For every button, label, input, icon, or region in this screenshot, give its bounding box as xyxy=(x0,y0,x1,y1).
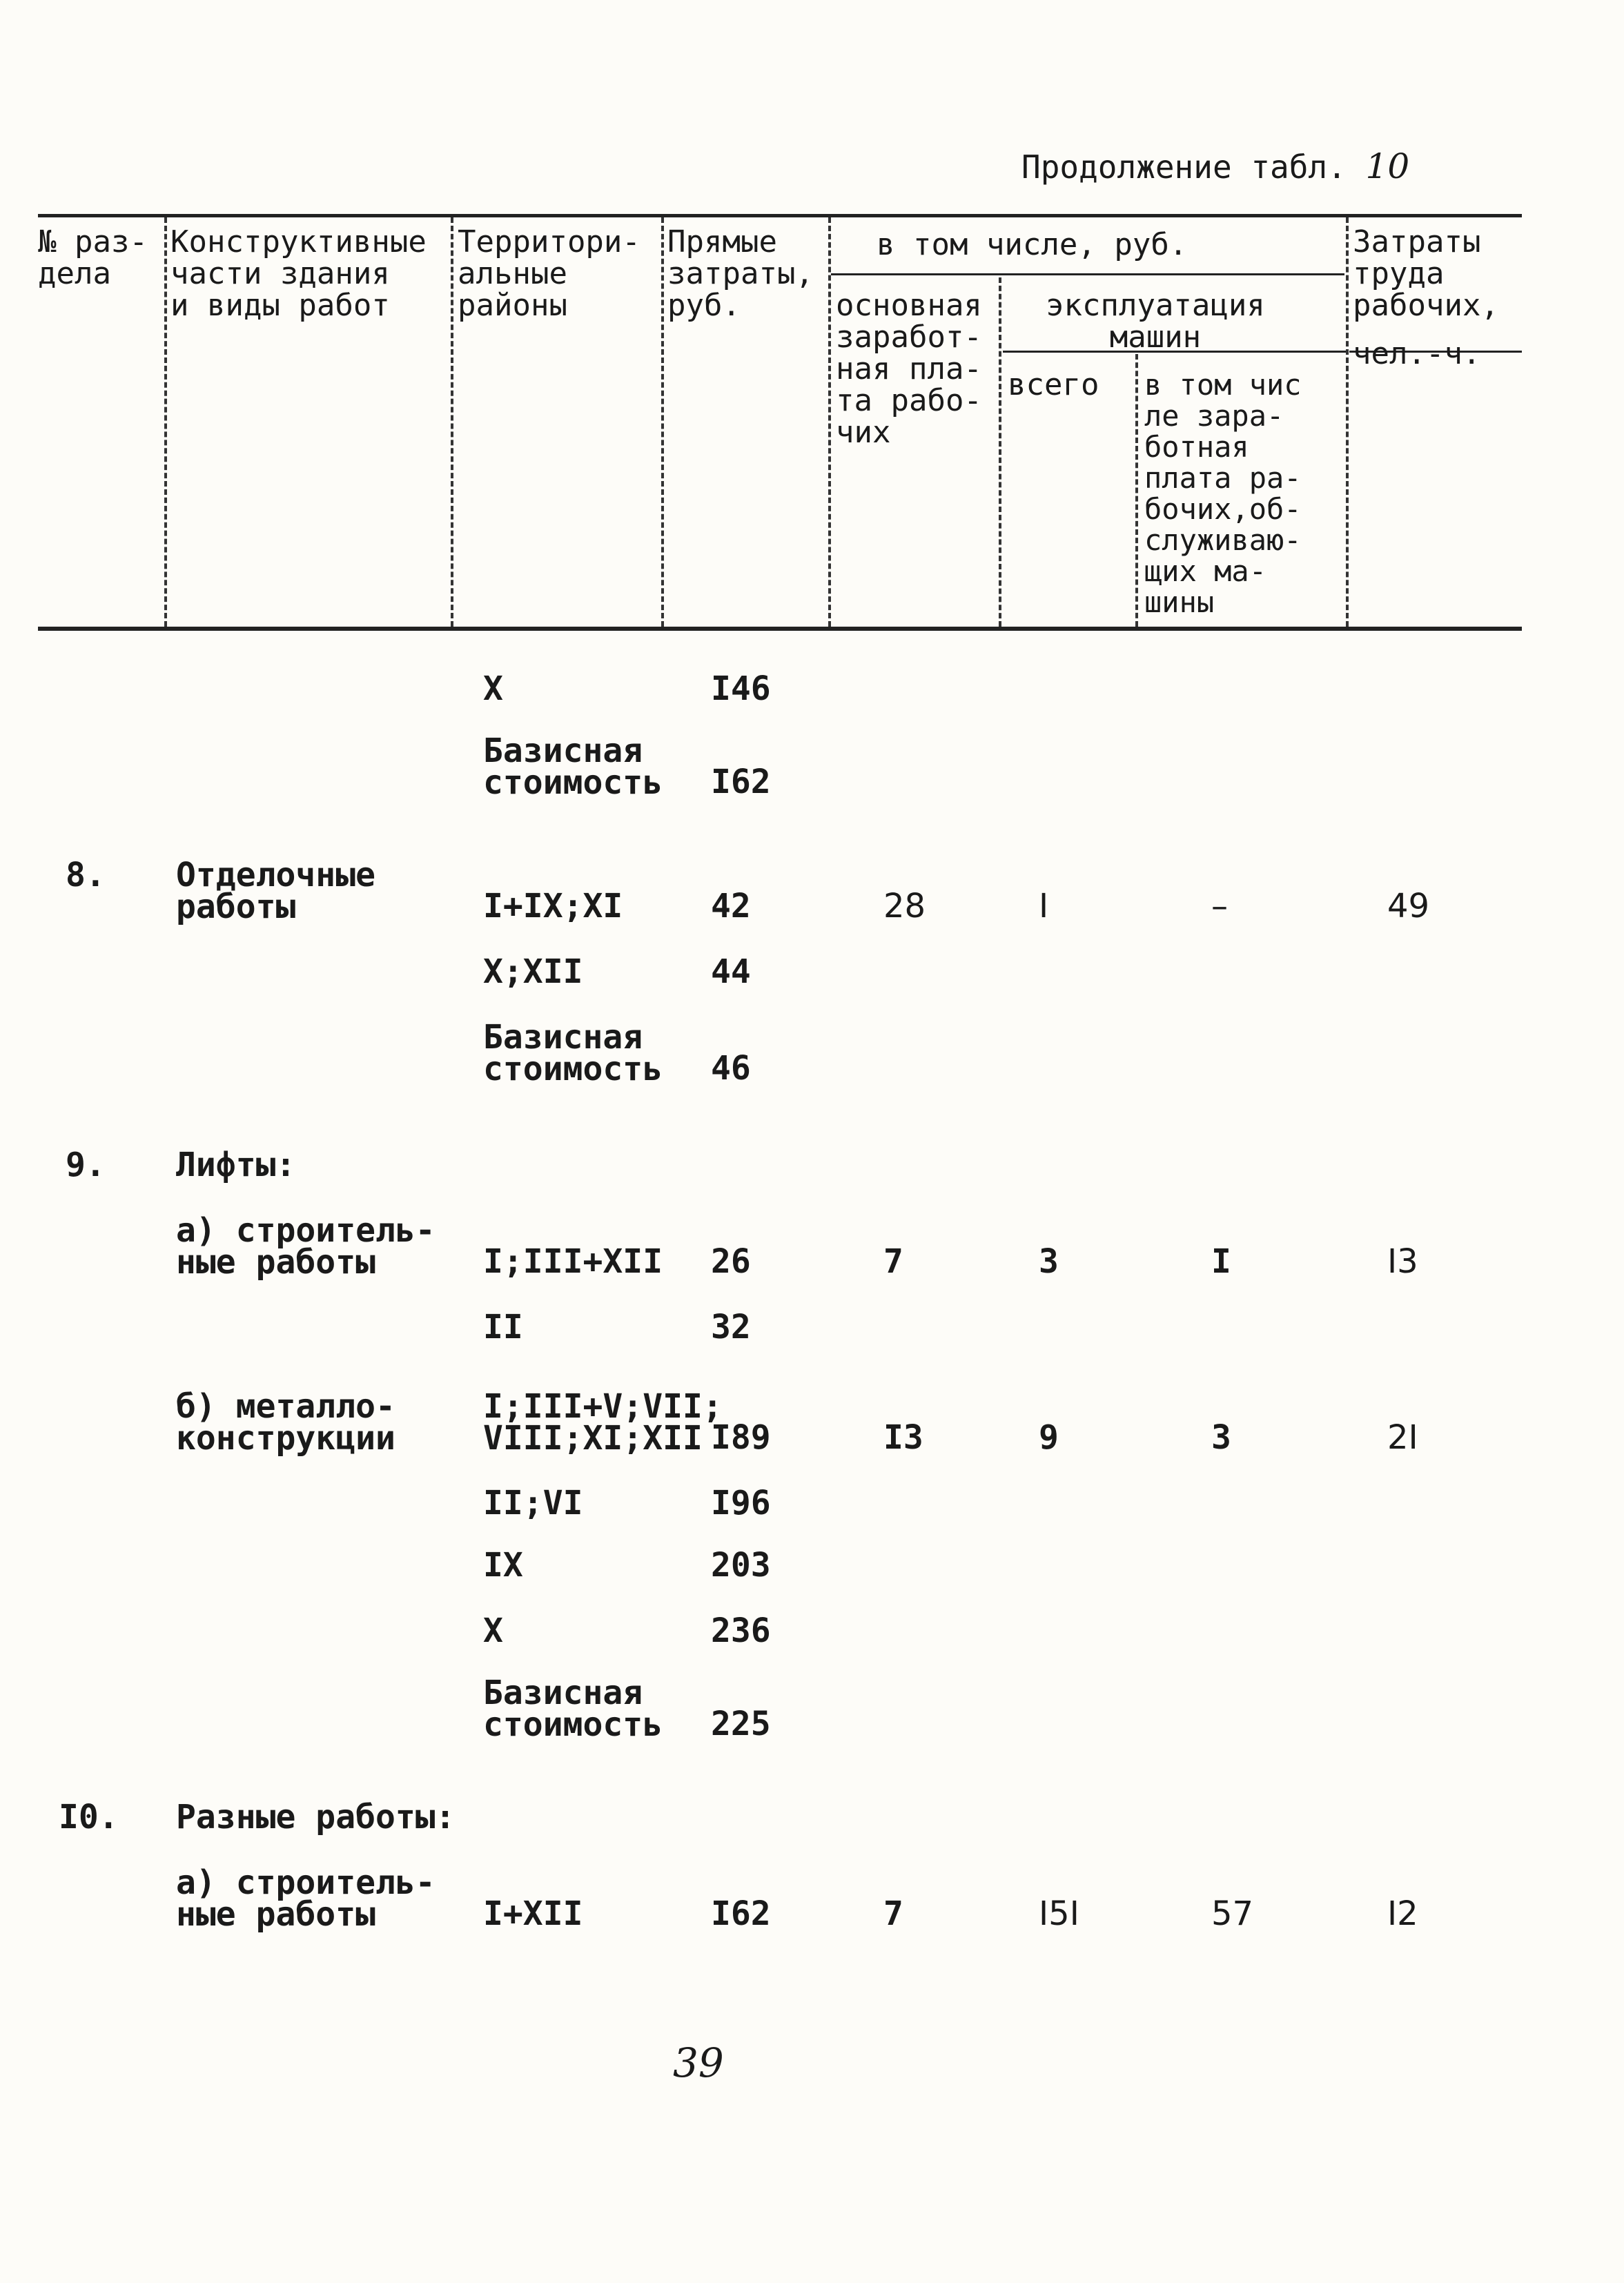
row-direct: 42 xyxy=(711,887,751,925)
header-labor-unit: чел.-ч. xyxy=(1353,336,1481,371)
row-base-wage: 28 xyxy=(883,887,926,925)
row-direct: I46 xyxy=(711,669,771,708)
header-labor-costs: Затраты труда рабочих, xyxy=(1353,224,1499,323)
row-direct: 225 xyxy=(711,1705,771,1743)
header-direct-costs: Прямые затраты, руб. xyxy=(667,224,814,323)
row-region: I+IX;XI xyxy=(483,887,623,925)
header-structural-parts: Конструктивные части здания и виды работ xyxy=(170,224,427,323)
section-title: Разные работы: xyxy=(176,1798,456,1836)
row-machine-wage: I xyxy=(1211,1242,1231,1281)
row-direct: 203 xyxy=(711,1546,771,1585)
row-machine-wage: 3 xyxy=(1211,1418,1231,1457)
row-machine-total: 3 xyxy=(1039,1242,1059,1281)
row-machine-total: 9 xyxy=(1039,1418,1059,1457)
row-direct: I62 xyxy=(711,1894,771,1933)
row-direct: I62 xyxy=(711,763,771,801)
section-title: Отделочные работы xyxy=(176,856,375,926)
row-labor: 49 xyxy=(1387,887,1430,925)
row-region: X xyxy=(483,1611,503,1650)
section-number: 8. xyxy=(66,856,106,894)
row-region: I+XII xyxy=(483,1894,583,1933)
header-machine-total: всего xyxy=(1008,367,1099,402)
section-number: 9. xyxy=(66,1146,106,1184)
subsection-title: б) металло- конструкции xyxy=(176,1387,395,1458)
row-direct: I89 xyxy=(711,1418,771,1457)
row-machine-total: I5I xyxy=(1039,1894,1079,1933)
row-direct: 44 xyxy=(711,952,751,991)
header-regions: Территори- альные районы xyxy=(458,224,640,323)
header-including: в том числе, руб. xyxy=(877,227,1188,262)
row-direct: 32 xyxy=(711,1308,751,1346)
row-region: Базисная стоимость xyxy=(483,732,663,802)
row-direct: 26 xyxy=(711,1242,751,1281)
row-direct: 236 xyxy=(711,1611,771,1650)
row-machine-total: I xyxy=(1039,887,1049,925)
row-region: I;III+V;VII; VIII;XI;XII xyxy=(483,1387,723,1458)
header-section-no: № раз- дела xyxy=(38,224,148,291)
section-number: I0. xyxy=(59,1798,119,1836)
row-region: IX xyxy=(483,1546,523,1585)
table-header xyxy=(38,214,1522,635)
row-machine-wage: – xyxy=(1211,887,1228,925)
row-machine-wage: 57 xyxy=(1211,1894,1254,1933)
header-bottom-rule xyxy=(38,627,1522,631)
header-machine-wage: в том чис ле зара- ботная плата ра- бочих,об- служиваю- щих ма- шины xyxy=(1144,368,1302,619)
top-rule xyxy=(38,214,1522,217)
subsection-title: а) строитель- ные работы xyxy=(176,1863,436,1934)
row-region: Базисная стоимость xyxy=(483,1674,663,1744)
row-base-wage: 7 xyxy=(883,1894,903,1933)
row-labor: I3 xyxy=(1387,1242,1418,1281)
row-base-wage: 7 xyxy=(883,1242,903,1281)
page-number: 39 xyxy=(673,2039,724,2086)
row-labor: I2 xyxy=(1387,1894,1418,1933)
header-base-wage: основная заработ- ная пла- та рабо- чих xyxy=(836,288,982,450)
subsection-title: а) строитель- ные работы xyxy=(176,1211,436,1282)
section-title: Лифты: xyxy=(176,1146,296,1184)
row-region: II xyxy=(483,1308,523,1346)
continuation-note: Продолжение табл. 10 xyxy=(1021,146,1410,186)
row-base-wage: I3 xyxy=(883,1418,923,1457)
row-labor: 2I xyxy=(1387,1418,1418,1457)
row-region: II;VI xyxy=(483,1484,583,1522)
row-region: I;III+XII xyxy=(483,1242,663,1281)
row-direct: 46 xyxy=(711,1049,751,1088)
row-region: Базисная стоимость xyxy=(483,1018,663,1088)
table-number: 10 xyxy=(1365,146,1410,186)
header-machine-operation: эксплуатация машин xyxy=(1046,288,1265,355)
row-region: X xyxy=(483,669,503,708)
row-direct: I96 xyxy=(711,1484,771,1522)
row-region: X;XII xyxy=(483,952,583,991)
